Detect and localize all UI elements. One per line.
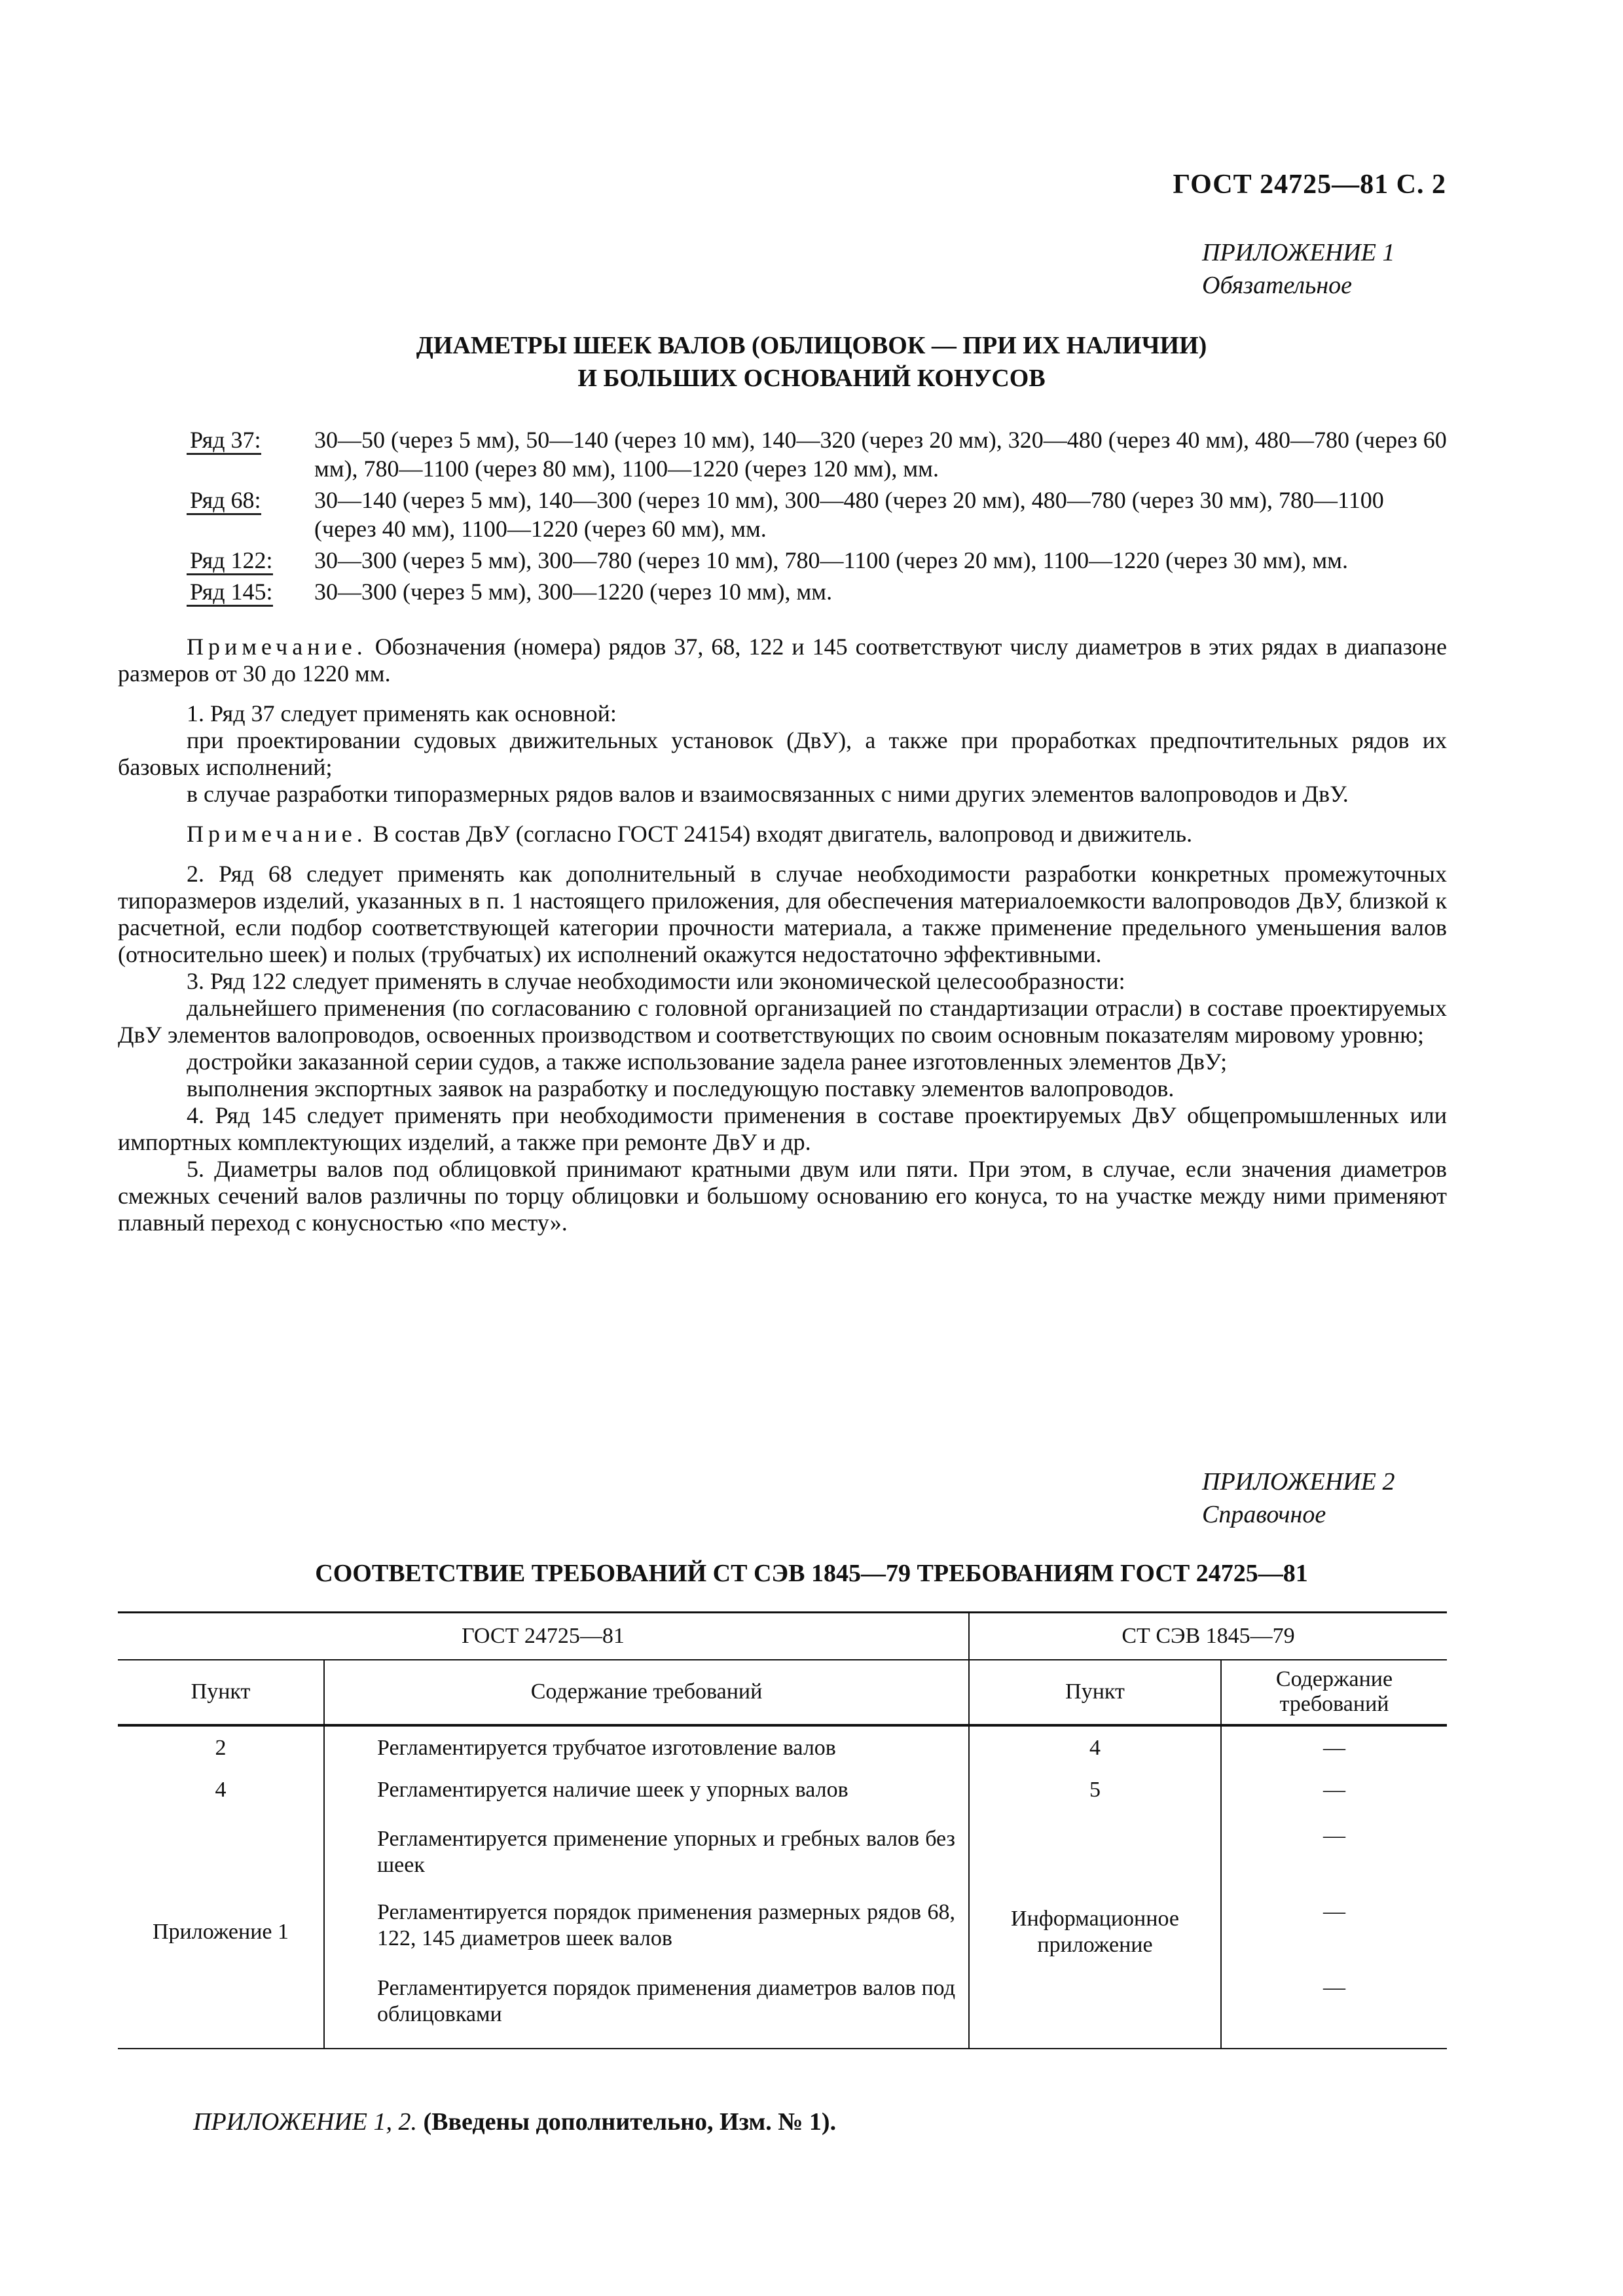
cell-content: Регламентируется наличие шеек у упорных валов — [324, 1771, 969, 1817]
note-word: Примечание. — [187, 634, 367, 660]
paragraph-3a: дальнейшего применения (по согласованию с головной организацией по стандартизации отрасли) в составе проектируемых ДвУ элементов валопроводов, освоенных производством и соответствующих по своим основным показателям мировому уровню; — [118, 995, 1447, 1048]
group-header-gost: ГОСТ 24725—81 — [118, 1613, 969, 1660]
cell-point: 2 — [118, 1725, 324, 1771]
footer-italic: ПРИЛОЖЕНИЕ 1, 2. — [193, 2108, 417, 2136]
paragraph-1a: при проектировании судовых движительных установок (ДвУ), а также при проработках предпочтительных рядов их базовых исполнений; — [118, 727, 1447, 780]
appendix-2-label: ПРИЛОЖЕНИЕ 2 — [1202, 1468, 1395, 1496]
paragraph-4: 4. Ряд 145 следует применять при необходимости применения в составе проектируемых ДвУ общепромышленных или импортных комплектующих изделий, а также при ремонте ДвУ и др. — [118, 1102, 1447, 1155]
note-2 — [118, 821, 1447, 848]
paragraph-5: 5. Диаметры валов под облицовкой принимают кратными двум или пяти. При этом, в случае, если значения диаметров смежных сечений валов различны по торцу облицовки и большому основанию его конуса, то на участке между ними применяют плавный переход с конусностью «по месту». — [118, 1156, 1447, 1236]
appendix-2-title: СООТВЕТСТВИЕ ТРЕБОВАНИЙ СТ СЭВ 1845—79 ТРЕБОВАНИЯМ ГОСТ 24725—81 — [315, 1560, 1308, 1587]
cell-dash: — — [1323, 1899, 1345, 1924]
paragraph-3b: достройки заказанной серии судов, а также использование задела ранее изготовленных элементов ДвУ; — [187, 1049, 1228, 1075]
footer-bold: (Введены дополнительно, Изм. № 1). — [423, 2108, 837, 2136]
cell-dash: — — [1323, 1823, 1345, 1848]
col-header-point-2: Пункт — [969, 1660, 1221, 1725]
paragraph-1: 1. Ряд 37 следует применять как основной: — [187, 700, 617, 726]
note-word: Примечание. — [187, 821, 367, 847]
note-2-text: В состав ДвУ (согласно ГОСТ 24154) входят двигатель, валопровод и движитель. — [373, 821, 1193, 847]
row-text: 30—300 (через 5 мм), 300—780 (через 10 мм), 780—1100 (через 20 мм), 1100—1220 (через 30 мм), мм. — [314, 547, 1348, 573]
requirements-table — [118, 1611, 1447, 2049]
col-header-point: Пункт — [118, 1660, 324, 1725]
cell-content: Регламентируется порядок применения диаметров валов под облицовками — [324, 1969, 969, 2049]
row-label: Ряд 122: — [187, 547, 273, 575]
body-text — [118, 634, 1447, 1236]
note-1 — [118, 634, 1447, 687]
appendix-1-status: Обязательное — [1202, 272, 1353, 299]
note-1-text: Обозначения (номера) рядов 37, 68, 122 и 145 соответствуют числу диаметров в этих рядах в диапазоне размеров от 30 до 1220 мм. — [118, 634, 1448, 687]
cell-point-2: 4 — [969, 1725, 1221, 1771]
row-label: Ряд 145: — [187, 579, 273, 607]
row-68 — [187, 486, 1450, 543]
cell-dash: — — [1323, 1735, 1345, 1760]
col-header-content-2-line2: требований — [1279, 1692, 1389, 1716]
cell-content: Регламентируется порядок применения размерных рядов 68, 122, 145 диаметров шеек валов — [324, 1893, 969, 1969]
paragraph-3: 3. Ряд 122 следует применять в случае необходимости или экономической целесообразности: — [187, 968, 1125, 994]
row-text: 30—140 (через 5 мм), 140—300 (через 10 мм), 300—480 (через 20 мм), 480—780 (через 30 мм), 780—1100 (через 40 мм), 1100—1220 (через 60 мм), мм. — [314, 487, 1384, 542]
table-row — [118, 1725, 1447, 1771]
diameter-rows — [187, 425, 1450, 609]
appendix-1-title-line2: И БОЛЬШИХ ОСНОВАНИЙ КОНУСОВ — [577, 365, 1046, 392]
footer-note — [193, 2108, 836, 2136]
col-header-content-2-line1: Содержание — [1275, 1667, 1393, 1691]
page-header: ГОСТ 24725—81 С. 2 — [1173, 170, 1446, 200]
cell-appendix-point: Приложение 1 — [118, 1817, 324, 2049]
row-label: Ряд 37: — [187, 427, 261, 455]
cell-content: Регламентируется трубчатое изготовление валов — [324, 1725, 969, 1771]
row-text: 30—50 (через 5 мм), 50—140 (через 10 мм), 140—320 (через 20 мм), 320—480 (через 40 мм), 480—780 (через 60 мм), 780—1100 (через 80 мм), 1100—1220 (через 120 мм), мм. — [314, 427, 1447, 482]
row-text: 30—300 (через 5 мм), 300—1220 (через 10 мм), мм. — [314, 579, 833, 605]
table-row — [118, 1771, 1447, 1817]
row-122 — [187, 546, 1450, 575]
cell-point: 4 — [118, 1771, 324, 1817]
cell-point-2: 5 — [969, 1771, 1221, 1817]
cell-appendix-point-2: Информационное приложение — [969, 1817, 1221, 2049]
requirements-table-wrapper — [118, 1611, 1447, 2049]
paragraph-3c: выполнения экспортных заявок на разработку и последующую поставку элементов валопроводов. — [187, 1075, 1175, 1102]
cell-content: Регламентируется применение упорных и гребных валов без шеек — [324, 1817, 969, 1893]
paragraph-2: 2. Ряд 68 следует применять как дополнительный в случае необходимости разработки конкретных промежуточных типоразмеров изделий, указанных в п. 1 настоящего приложения, для обеспечения материалоемкости валопроводов ДвУ, близкой к расчетной, если подбор соответствующей категории прочности материала, а также применение предельного уменьшения валов (относительно шеек) и полых (трубчатых) их исполнений окажутся недостаточно эффективными. — [118, 861, 1447, 967]
appendix-2-status: Справочное — [1202, 1501, 1326, 1528]
row-37 — [187, 425, 1450, 483]
group-header-st-sev: СТ СЭВ 1845—79 — [969, 1613, 1447, 1660]
table-row — [118, 1817, 1447, 1893]
paragraph-1b: в случае разработки типоразмерных рядов валов и взаимосвязанных с ними других элементов валопроводов и ДвУ. — [187, 781, 1349, 807]
cell-dash: — — [1323, 1777, 1345, 1802]
col-header-content: Содержание требований — [324, 1660, 969, 1725]
appendix-1-title-line1: ДИАМЕТРЫ ШЕЕК ВАЛОВ (ОБЛИЦОВОК — ПРИ ИХ НАЛИЧИИ) — [416, 332, 1207, 359]
row-label: Ряд 68: — [187, 487, 261, 515]
row-145 — [187, 577, 1450, 606]
cell-dash: — — [1221, 1969, 1447, 2049]
appendix-1-label: ПРИЛОЖЕНИЕ 1 — [1202, 239, 1395, 266]
col-header-content-2 — [1221, 1660, 1447, 1725]
